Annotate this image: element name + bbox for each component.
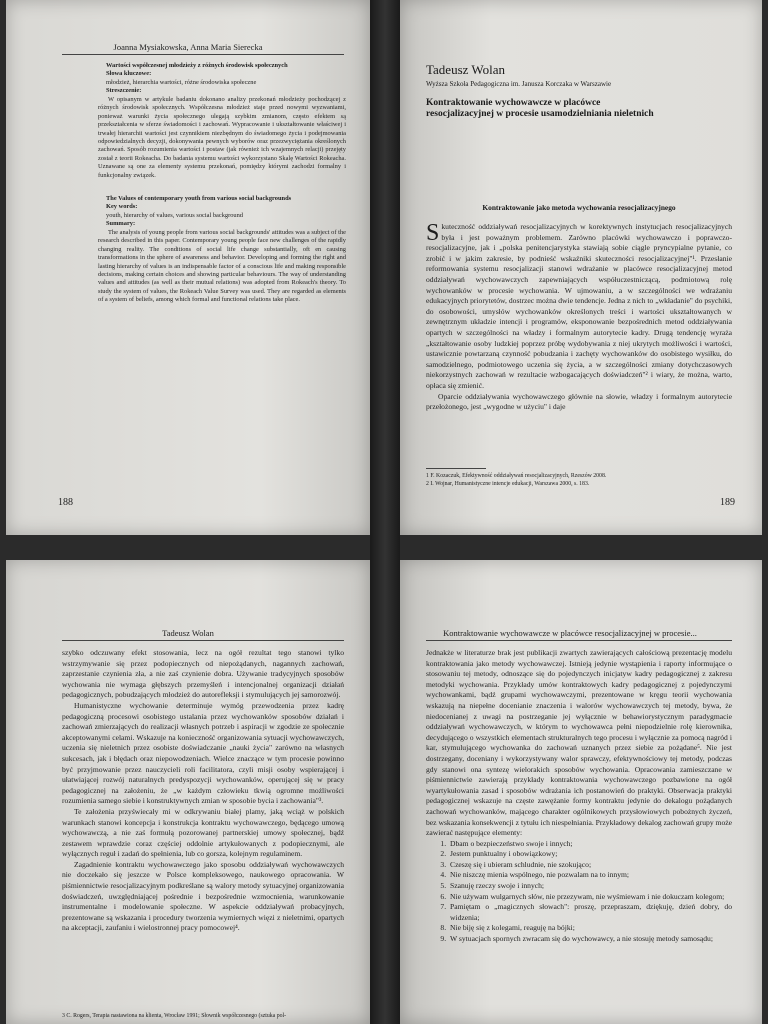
pl-keywords: młodzież, hierarchia wartości, różne środowiska społeczne [106, 78, 257, 86]
drop-cap: S [426, 220, 440, 246]
page-188 [6, 0, 370, 535]
en-summary: The analysis of young people from various social backgrounds' attitudes was a subject of the research described in this paper. Contemporary young people face new challenges of the rapidly changing reality. The conditions of social life change substantially, oft en causing transformations in the sphere of awareness and behavior. Developing and forming the right and lasting hierarchy of values is an indispensable factor of a conscious life and making responsible decisions, making certain choices and showing particular behaviours. The way of understanding values and attitudes (as well as their mutual relations) was adopted from Rokeach's theory. To study the system of values, the Rokeach Value Survey was used. They are regarded as elements of a system of beliefs, among which formal and functional relations take place. [98, 229, 346, 304]
footnote-2: 2 I. Wojnar, Humanistyczne intencje edukacji, Warszawa 2000, s. 183. [426, 481, 590, 487]
list-item: 4. Nie niszczę mienia wspólnego, nie pozwalam na to innym; [448, 870, 732, 881]
page-189 [400, 0, 762, 535]
footnote-1: 1 F. Kozaczuk, Efektywność oddziaływań resocjalizacyjnych, Rzeszów 2008. [426, 473, 607, 479]
running-head: Joanna Mysiakowska, Anna Maria Sierecka [113, 42, 263, 52]
header-rule [426, 640, 732, 641]
footnote-rule [426, 468, 486, 469]
paragraph-4: Zagadnienie kontraktu wychowawczego jako sposobu oddziaływań wychowawczych nie doczekało się jeszcze w Polsce kompleksowego, naukowego opracowania. W piśmiennictwie resocjalizacyjnym podkreślane są walory metody sytuacyjnej organizowania doświadczeń, uwzględniającej pośrednie i bezpośrednie wzmocnienia, warunkowanie instrumentalne i modelowanie społeczne. W aspekcie oddziaływań probacyjnych, prezentowane są wskazania i procedury tworzenia wymiernych więzi z nieletnimi, opartych na akceptacji, zaufaniu i wielostronnej pracy pomocowej⁴. [62, 859, 344, 933]
title-line-1: Kontraktowanie wychowawcze w placówce [426, 98, 601, 108]
en-summary-block [98, 229, 346, 305]
header-rule [62, 54, 344, 55]
title-line-2: resocjalizacyjnej w procesie usamodzielniania nieletnich [426, 109, 654, 119]
paragraph-2: Oparcie oddziaływania wychowawczego głównie na słowie, władzy i formalnym autorytecie przełożonego, jest „wygodne w użyciu" i daje [426, 391, 732, 412]
article-title [426, 98, 746, 120]
paragraph-2: Humanistyczne wychowanie determinuje wymóg przewodzenia przez kadrę pedagogiczną procesowi osobistego ustalania przez wychowanków sposobów działań i zachowań zmierzających do realizacji własnych potrzeb i aspiracji w zgodzie ze społecznie akceptowanymi celami. Wskazuje na konieczność organizowania sytuacji wychowawczych, uczenia się nieletnich przez osobiste doświadczanie „nauki życia" zarówno na własnych sukcesach, jak i błędach oraz niepowodzeniach. Wielce znaczące w tym procesie powinno być przyjmowanie przez nauczycieli roli facilitatora, czyli misji osoby wspierającej i ułatwiającej rozwój naturalnych predyspozycji wychowanków, operującej się w pracy pedagogicznej na założeniu, że „w każdym człowieku tkwią ogromne możliwości rozumienia samego siebie i konstruktywnych zmian w sposobie bycia i zachowania"³. [62, 700, 344, 806]
author-name: Tadeusz Wolan [426, 62, 506, 77]
page-191 [400, 560, 762, 1024]
pl-summary-label: Streszczenie: [106, 87, 142, 95]
pl-keywords-label: Słowa kluczowe: [106, 70, 152, 78]
en-summary-label: Summary: [106, 220, 136, 228]
list-item: 7. Pamiętam o „magicznych słowach": proszę, przepraszam, dziękuję, dzień dobry, do widzenia; [448, 902, 732, 923]
english-abstract [106, 195, 346, 229]
paragraph-1: kuteczność oddziaływań resocjalizacyjnych w korektywnych instytucjach resocjalizacyjnych była i jest poważnym problemem. Zarówno placówki wychowawczo i poprawczo-resocjalizacyjne, jak i „polska penitencjarystyka stawiają sobie ciągle pryncypialne pytanie, co zrobić i w jakim zakresie, by podnieść wskaźniki skuteczności resocjalizacyjnej"¹. Przesłanie reformowania systemu resocjalizacji stanowi wdrażanie w placówce resocjalizacyjnej metod oddziaływań wychowawczych zapewniających współuczestniczącą, podmiotową rolę wychowanków w procesie wychowania. W ujmowaniu, a w szczególności we wdrażaniu edukacyjnych priorytetów, dostrzec można dwie tendencje. Jedna z nich to „wkładanie" do psychiki, do osobowości, umysłów wychowanków określonych treści i wartości ukształtowanych w zewnętrznym układzie intencji i programów, eksponowanie bezpośrednich metod oddziaływania opartych w szczególności na władzy i formalnym autorytecie kadry. Drugą tendencję wyraża „kształtowanie osoby ludzkiej poprzez próbę wydobywania z niej ukrytych możliwości i wartości, ustawicznie powtarzaną czynność pobudzania i zachęty wychowanków do osobistego wysiłku, do samodzielnego, podmiotowego uczenia się życia, a w szczególności zmiany dotychczasowych niekorzystnych zachowań w rezultacie wzbogacających doświadczeń"² i wiary, że można, warto, opłaca się zmienić. [426, 222, 732, 390]
main-text [62, 648, 344, 934]
list-item: 5. Szanuję rzeczy swoje i innych; [448, 881, 732, 892]
en-keywords-label: Key words: [106, 203, 138, 211]
book-spine [370, 0, 400, 1024]
paragraph-1: Jednakże w literaturze brak jest publikacji zwartych zawierających całościową prezentację modelu kontraktowania jako metody wychowawczej. Istnieją jedynie wystąpienia i raporty informujące o stosowaniu tej metody, odnoszące się do pojedynczych inicjatyw kadry pedagogicznej z zakresu metodyki wychowania. Przykłady umów kontraktowych kadry pedagogicznej z pojedynczymi wychowankami, bądź grupami wychowawczymi, prezentowane w kręgu teorii wychowania wskazują na niepełne docenianie znaczenia i walorów wychowawczych tej metody, bywa, że niedocenianej z uwagi na postrzeganie jej wyłącznie w behawiorystycznym paradygmacie oddziaływań wychowawczych, w którym to wychowawca pełni niepodzielnie rolę kierownika, decydującego o wszystkich elementach strukturalnych tego procesu i wyłącznie za pomocą nagród i kar, stymulującego wychowanka do zachowań uznanych przez siebie za pożądane⁵. Nie jest dostrzegany, doceniany i wykorzystywany walor sprawczy, efektywnościowy tej metody, podczas gdy stanowi ona syntezę wielorakich sposobów wychowania. Opracowania zamieszczane w piśmiennictwie zawierają przykłady kontraktowania wychowawczego pozbawione na ogół wyartykułowania zasad i sposobów wdrażania ich postanowień do praktyki. Obserwacja praktyki pedagogicznej wskazuje na częste zawężanie formy kontraktu jedynie do dekalogu pożądanych zachowań wychowanków, mającego charakter ogólnikowych przysłowiowych pobożnych życzeń, bez wskazania konsekwencji z tytułu ich niespełniania. Przykładowy dekalog zachowań grupy może zawierać następujące elementy: [426, 648, 732, 838]
pl-summary: W opisanym w artykule badaniu dokonano analizy przekonań młodzieży pochodzącej z różnych środowisk społecznych. Współczesna młodzież staje przed nowymi wyzwaniami, ponieważ warunki życia społecznego ulegają szybkim zmianom, często efektem są przekształcenia w sferze świadomości i zachowań. Wypracowanie i ukształtowanie właściwej i trwałej hierarchii wartości jest czynnikiem niezbędnym do świadomego życia i podejmowania odpowiedzialnych decyzji, dokonywania pewnych wyborów oraz przezwyciężania określonych zachowań. Sposób rozumienia wartości i postaw (jak również ich wzajemnych relacji) przejęty został z teorii Rokeacha. Do badania systemu wartości wykorzystano Skalę Wartości Rokeacha. Uznawane są one za elementy systemu przekonań, pomiędzy którymi zachodzi formalny i funkcjonalny związek. [98, 96, 346, 179]
list-item: 9. W sytuacjach spornych zwracam się do wychowawcy, a nie stosuję metody samosądu; [448, 934, 732, 945]
dekalog-list [426, 839, 732, 945]
footnotes [426, 472, 732, 488]
page-number: 189 [720, 497, 735, 508]
list-item: 3. Czeszę się i ubieram schludnie, nie szokująco; [448, 860, 732, 871]
page-number: 188 [58, 497, 73, 508]
list-item: 1. Dbam o bezpieczeństwo swoje i innych; [448, 839, 732, 850]
section-heading: Kontraktowanie jako metoda wychowania resocjalizacyjnego [482, 203, 676, 212]
author-affiliation: Wyższa Szkoła Pedagogiczna im. Janusza Korczaka w Warszawie [426, 80, 612, 88]
main-text [426, 222, 732, 413]
header-rule [62, 640, 344, 641]
list-item: 2. Jestem punktualny i obowiązkowy; [448, 849, 732, 860]
page-190 [6, 560, 370, 1024]
pl-title: Wartości współczesnej młodzieży z różnych środowisk społecznych [106, 62, 288, 69]
main-text [426, 648, 732, 945]
footnote-3: 3 C. Rogers, Terapia nastawiona na klienta, Wrocław 1991; Słownik współczesnego (sztuka pol- [62, 1013, 287, 1019]
list-item: 6. Nie używam wulgarnych słów, nie przezywam, nie wyśmiewam i nie dokuczam kolegom; [448, 892, 732, 903]
paragraph-3: Te założenia przyświecały mi w odkrywaniu białej plamy, jaką wciąż w polskich warunkach stanowi koncepcja i konstrukcja kontraktu wychowawczego, będącego umową wychowawczą, a nie zaś formułą pozorowanej partnerskiej umowy społecznej, bądź zestawem wprawdzie coraz częściej oddolnie artykułowanych z podopiecznymi, ale wyłącznych reguł i zadań do spełnienia, lub co gorsza, kolejnym regulaminem. [62, 806, 344, 859]
running-head: Kontraktowanie wychowawcze w placówce resocjalizacyjnej w procesie... [443, 628, 697, 638]
polish-abstract [106, 62, 346, 96]
list-item: 8. Nie biję się z kolegami, reaguję na bójki; [448, 923, 732, 934]
running-head: Tadeusz Wolan [162, 628, 214, 638]
en-title: The Values of contemporary youth from various social backgrounds [106, 195, 292, 202]
paragraph-1: szybko odczuwany efekt stosowania, lecz na ogół rezultat tego stanowi tylko wstrzymywanie się przez podopiecznych od niepożądanych, nagannych zachowań, zaprzestanie czynienia zła, a nie zaś czynienie dobra. Używanie tradycyjnych sposobów wychowania nie wymaga głębszych przemyśleń i intencjonalnej organizacji działań pedagogicznych, pobudzających młodzież do autorefleksji i stymulujących jej samorozwój. [62, 648, 344, 700]
pl-summary-block [98, 96, 346, 180]
en-keywords: youth, hierarchy of values, various social background [106, 211, 244, 219]
